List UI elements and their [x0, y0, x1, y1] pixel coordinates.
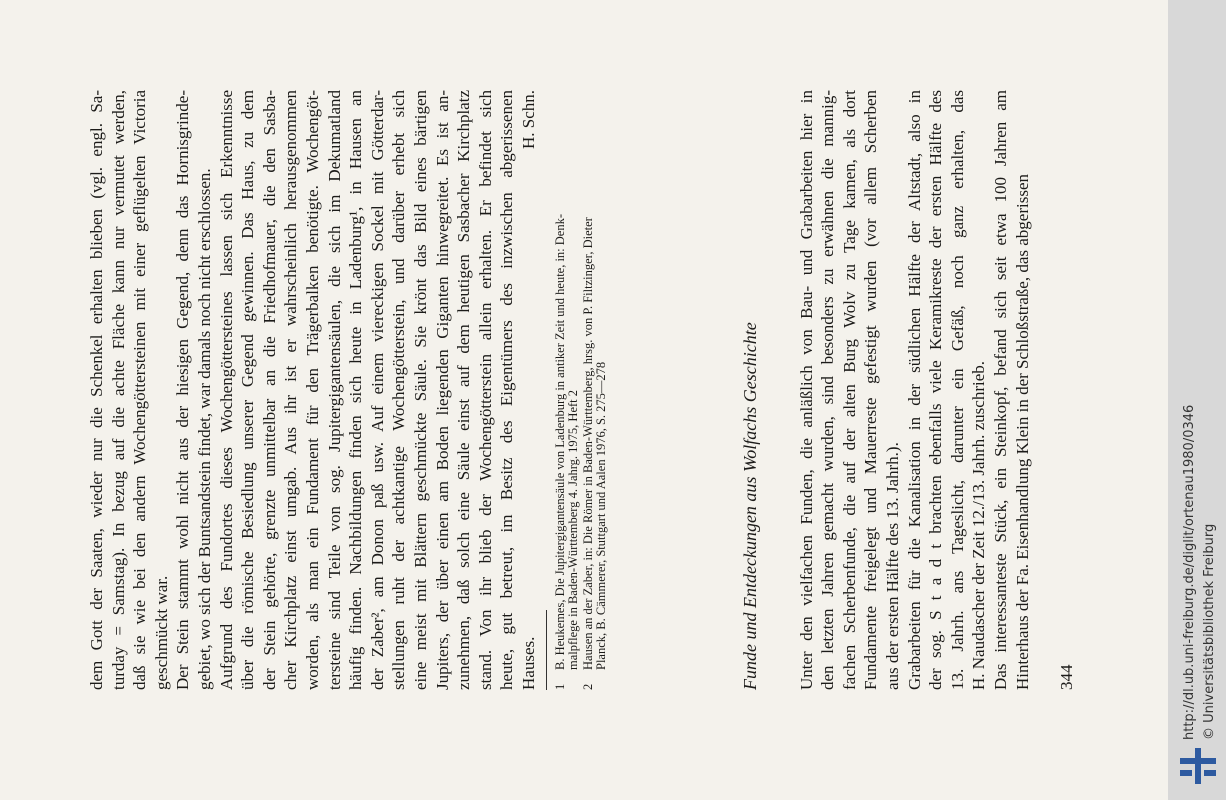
main_lines-line: Der Stein stammt wohl nicht aus der hiesigen Gegend, denn das Hornisgrinde-	[173, 90, 193, 690]
page-number: 344	[1057, 664, 1077, 690]
section_lines-line: Hinterhaus der Fa. Eisenhandlung Klein in der Schloßstraße, das abgerissen	[1012, 173, 1032, 690]
footnote-number: 1	[552, 683, 567, 690]
main_lines-line: eine meist mit Blättern geschmückte Säule. Sie krönt das Bild eines bärtigen	[411, 90, 430, 690]
main_lines-line: daß sie wie bei den andern Wochengöttersteinen mit einer geflügelten Victoria	[130, 90, 150, 690]
footnote-rule	[546, 610, 547, 690]
main_lines-line: stellungen ruht der achtkantige Wochengötterstein, und darüber erhebt sich	[389, 90, 409, 690]
copyright-notice: © Universitätsbibliothek Freiburg	[1202, 523, 1217, 740]
main_lines-line: heute, gut betreut, im Besitz des Eigentümers des inzwischen abgerissenen	[497, 90, 517, 690]
section_lines-line: 13. Jahrh. ans Tageslicht, darunter ein Gefäß, noch ganz erhalten, das	[947, 90, 967, 690]
section_lines-line: aus der ersten Hälfte des 13. Jahrh.).	[883, 442, 902, 690]
university-library-logo-icon	[1180, 748, 1216, 784]
section_lines-line: Fundamente freigelegt und Mauerreste gefestigt wurden (vor allem Scherben	[861, 90, 881, 690]
section_lines-line: fachen Scherbenfunde, die auf der alten Burg Wolv zu Tage kamen, als dort	[839, 90, 859, 690]
main_lines-line: worden, als man ein Fundament für den Trägerbalken benötigte. Wochengöt-	[303, 90, 322, 690]
main_lines-line: gebiet, wo sich der Buntsandstein findet, war damals noch nicht erschlossen.	[195, 168, 214, 690]
section_lines-line: H. Naudascher der Zeit 12./13. Jahrh. zuschrieb.	[969, 360, 989, 690]
footnote-text: Planck, B. Cämmerer, Stuttgart und Aalen 1976, S. 275—278	[593, 361, 608, 670]
main_lines-line: der Stein gehörte, grenzte unmittelbar an die Friedhofmauer, die den Sasba-	[259, 90, 279, 690]
section_lines-line: Unter den vielfachen Funden, die anläßlich von Bau- und Grabarbeiten hier in	[796, 90, 816, 690]
footnote-text: Hausen an der Zaber, in: Die Römer in Baden-Württemberg, hrsg. von P. Filtzinger, Dieter	[580, 217, 595, 670]
footnote-number: 2	[580, 683, 595, 690]
footnote-text: B. Heukemes, Die Jupitergigantensäule von Ladenburg in antiker Zeit und heute, in: Denk-	[552, 213, 567, 670]
section-heading: Funde und Entdeckungen aus Wolfachs Geschichte	[739, 322, 760, 690]
main_lines-line: zunehmen, daß solch eine Säule einst auf dem heutigen Sasbacher Kirchplatz	[454, 90, 474, 690]
section_lines-line: Grabarbeiten für die Kanalisation in der südlichen Hälfte der Altstadt, also in	[904, 90, 924, 690]
author-signature: H. Schn.	[519, 90, 538, 150]
footnote-text: malpflege in Baden-Württemberg 4. Jahrg. 1975, Heft 2	[565, 389, 580, 670]
main_lines-line: tersteine sind Teile von sog. Jupitergigantensäulen, die sich im Dekumatland	[324, 90, 344, 690]
rotated-text-block	[88, 90, 1088, 690]
main_lines-line: turday = Samstag). In bezug auf die achte Fläche kann nur vermutet werden,	[108, 90, 128, 690]
main_lines-line: der Zaber², am Donon paß usw. Auf einem viereckigen Sockel mit Götterdar-	[367, 90, 387, 690]
main_lines-line: stand. Von ihr blieb der Wochengötterstein allein erhalten. Er befindet sich	[475, 90, 495, 690]
main_lines-line: Aufgrund des Fundortes dieses Wochengöttersteines lassen sich Erkenntnisse	[216, 90, 236, 690]
main_lines-line: cher Kirchplatz einst umgab. Aus ihr ist er wahrscheinlich herausgenommen	[281, 90, 301, 690]
library-credit	[1180, 0, 1220, 740]
section_lines-line: den letzten Jahren gemacht wurden, sind besonders zu erwähnen die mannig-	[818, 90, 838, 690]
section_lines-line: der sog. S t a d t brachten ebenfalls viele Keramikreste der ersten Hälfte des	[926, 90, 946, 690]
main_lines-line: Hauses.	[519, 636, 538, 690]
main_lines-line: geschmückt war.	[151, 575, 171, 690]
main_lines-line: Jupiters, der über einen am Boden liegenden Giganten hinwegreitet. Es ist an-	[432, 90, 452, 690]
section_lines-line: Das interessanteste Stück, ein Steinkopf, befand sich seit etwa 100 Jahren am	[991, 90, 1010, 690]
main_lines-line: häufig finden. Nachbildungen finden sich heute in Ladenburg¹, in Hausen an	[346, 90, 366, 690]
main_lines-line: dem Gott der Saaten, wieder nur die Schenkel erhalten blieben (vgl. engl. Sa-	[87, 90, 106, 690]
source-url[interactable]: http://dl.ub.uni-freiburg.de/diglit/ortenau1980/0346	[1182, 404, 1197, 740]
main_lines-line: über die römische Besiedlung unserer Gegend gewinnen. Das Haus, zu dem	[238, 90, 258, 690]
